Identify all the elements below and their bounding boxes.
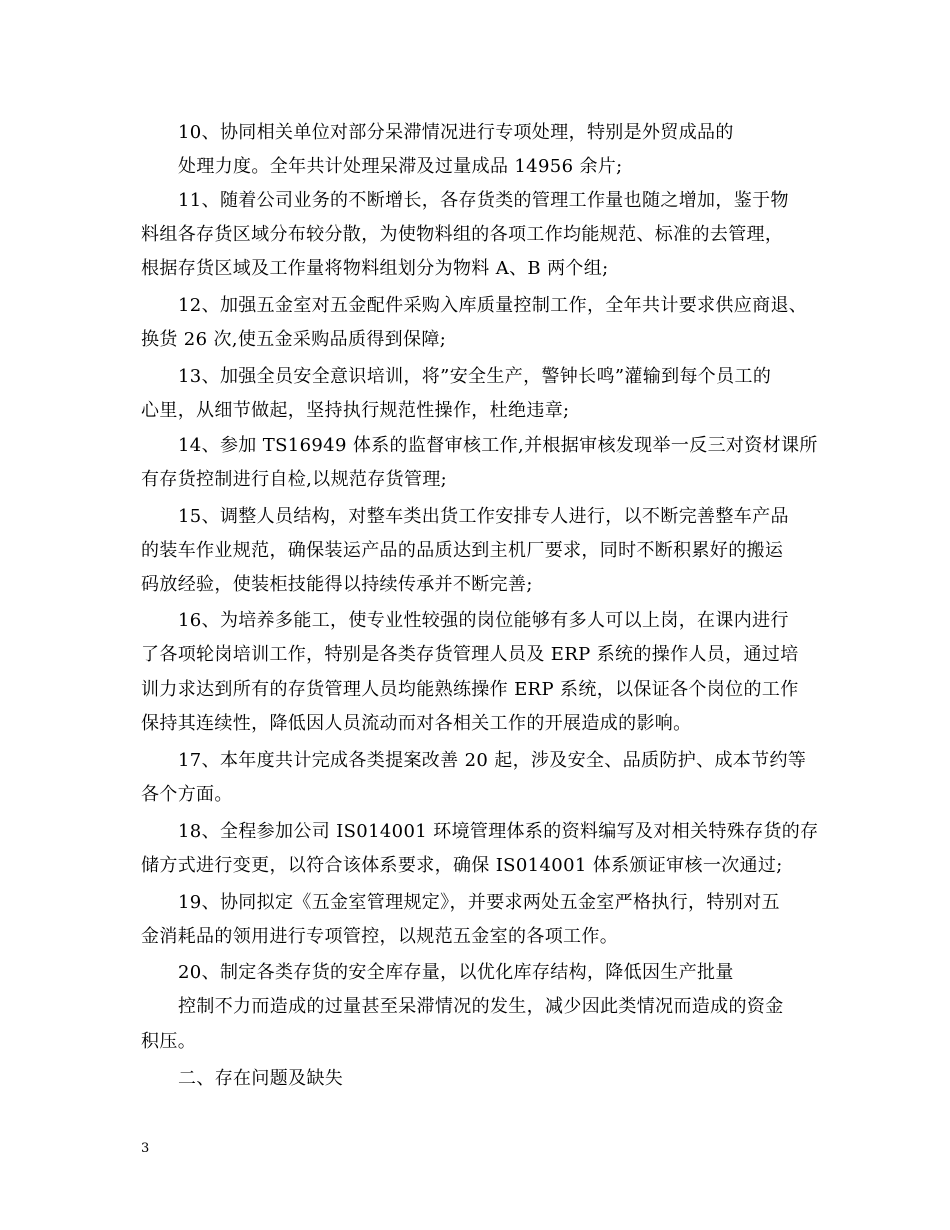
text-line: 有存货控制进行自检,以规范存货管理; (141, 469, 448, 490)
text-line: 金消耗品的领用进行专项管控，以规范五金室的各项工作。 (141, 926, 619, 947)
text-line: 14、参加 TS16949 体系的监督审核工作,并根据审核发现举一反三对资材课所 (178, 435, 818, 456)
text-line: 13、加强全员安全意识培训，将”安全生产，警钟长鸣”灌输到每个员工的 (178, 366, 772, 387)
text-line: 18、全程参加公司 IS014001 环境管理体系的资料编写及对相关特殊存货的存 (178, 821, 819, 842)
text-line: 心里，从细节做起，坚持执行规范性操作，杜绝违章; (141, 400, 570, 421)
text-line: 16、为培养多能工，使专业性较强的岗位能够有多人可以上岗，在课内进行 (178, 610, 789, 631)
text-line: 19、协同拟定《五金室管理规定》，并要求两处五金室严格执行，特别对五 (178, 892, 780, 913)
text-line: 码放经验，使装柜技能得以持续传承并不断完善; (141, 574, 533, 595)
text-line: 15、调整人员结构，对整车类出货工作安排专人进行，以不断完善整车产品 (178, 506, 789, 527)
text-line: 保持其连续性，降低因人员流动而对各相关工作的开展造成的影响。 (141, 713, 692, 734)
text-line: 12、加强五金室对五金配件采购入库质量控制工作，全年共计要求供应商退、 (178, 295, 808, 316)
text-line: 了各项轮岗培训工作，特别是各类存货管理人员及 ERP 系统的操作人员，通过培 (141, 644, 799, 665)
text-line: 积压。 (141, 1031, 197, 1052)
page-number: 3 (141, 1141, 150, 1156)
section-heading: 二、存在问题及缺失 (178, 1068, 344, 1089)
text-line: 处理力度。全年共计处理呆滞及过量成品 14956 余片; (178, 156, 623, 177)
text-line: 各个方面。 (141, 784, 233, 805)
text-line: 17、本年度共计完成各类提案改善 20 起，涉及安全、品质防护、成本节约等 (178, 750, 807, 771)
text-line: 储方式进行变更，以符合该体系要求，确保 IS014001 体系颁证审核一次通过; (141, 855, 783, 876)
text-line: 训力求达到所有的存货管理人员均能熟练操作 ERP 系统，以保证各个岗位的工作 (141, 679, 799, 700)
text-line: 料组各存货区域分布较分散，为使物料组的各项工作均能规范、标准的去管理， (141, 224, 784, 245)
text-line: 控制不力而造成的过量甚至呆滞情况的发生，减少因此类情况而造成的资金 (178, 996, 784, 1017)
text-line: 根据存货区域及工作量将物料组划分为物料 A、B 两个组; (141, 258, 609, 279)
text-line: 的装车作业规范，确保装运产品的品质达到主机厂要求，同时不断积累好的搬运 (141, 540, 784, 561)
text-line: 11、随着公司业务的不断增长，各存货类的管理工作量也随之增加，鉴于物 (178, 190, 789, 211)
text-line: 10、协同相关单位对部分呆滞情况进行专项处理，特别是外贸成品的 (178, 122, 734, 143)
text-line: 20、制定各类存货的安全库存量，以优化库存结构，降低因生产批量 (178, 962, 734, 983)
text-line: 换货 26 次,使五金采购品质得到保障; (141, 329, 447, 350)
